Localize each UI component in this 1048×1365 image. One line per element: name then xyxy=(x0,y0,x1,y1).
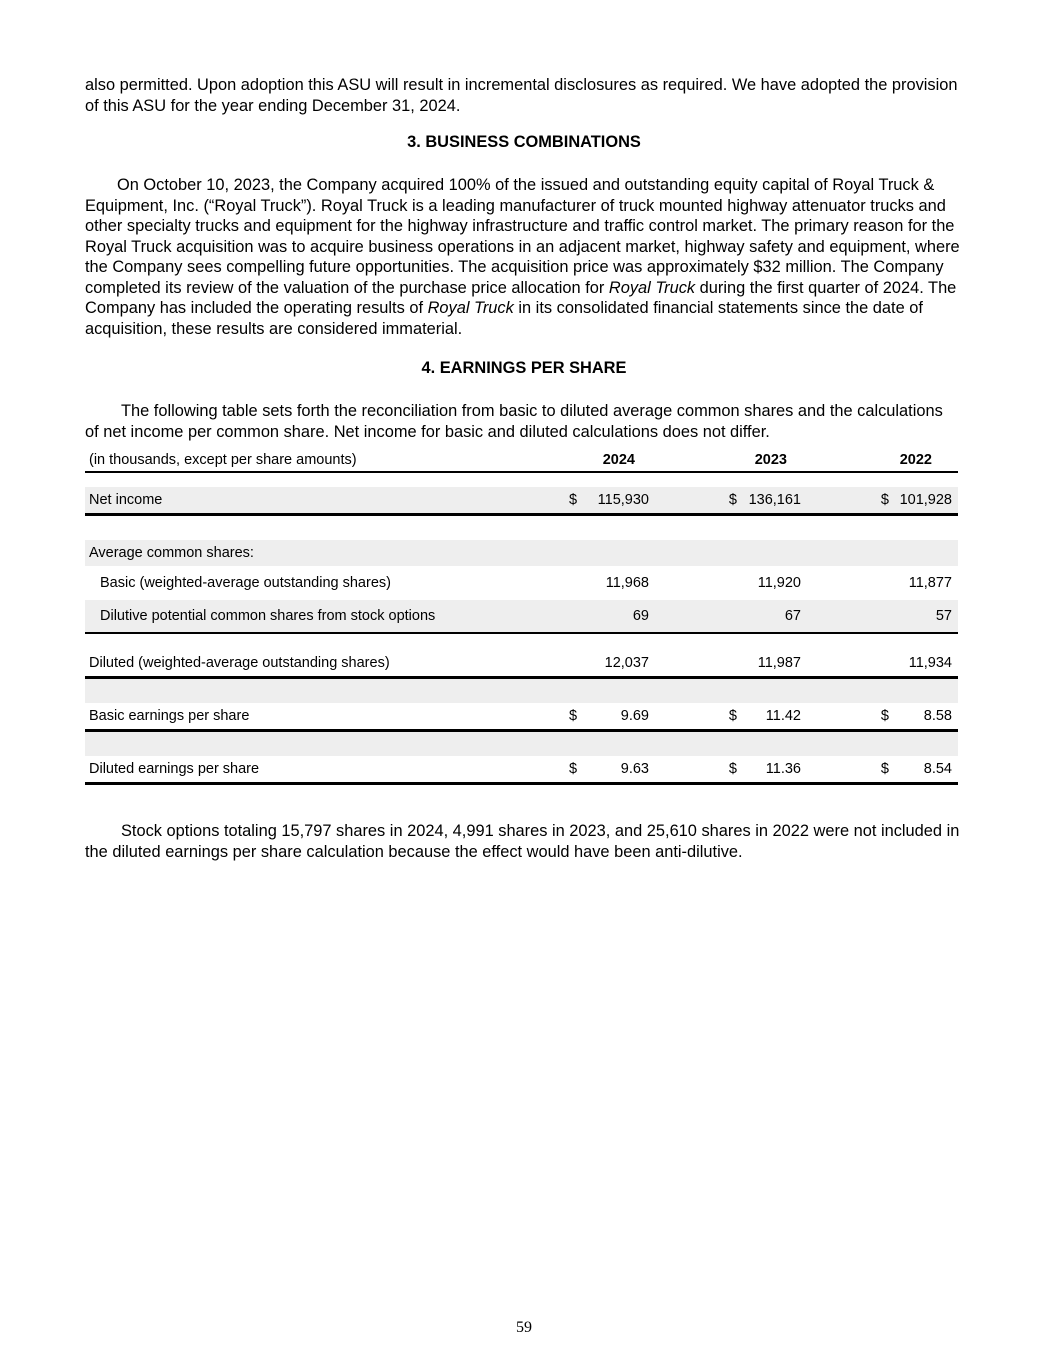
currency-symbol: $ xyxy=(565,487,585,515)
table-row-dilutive xyxy=(85,600,958,633)
currency-symbol: $ xyxy=(655,703,737,731)
eps-table xyxy=(85,450,958,785)
currency-symbol: $ xyxy=(807,756,889,784)
cell-value: 11.36 xyxy=(737,756,807,784)
row-label: Basic (weighted-average outstanding shares) xyxy=(100,575,391,591)
intro-paragraph: also permitted. Upon adoption this ASU will result in incremental disclosures as required. We have adopted the provision of this ASU for the year ending December 31, 2024. xyxy=(85,76,958,115)
currency-symbol: $ xyxy=(655,487,737,515)
paragraph-text: Stock options totaling 15,797 shares in 2024, 4,991 shares in 2023, and 25,610 shares in 2022 were not included in the diluted earnings per share calculation because the effect would have been anti-dilutive. xyxy=(85,822,960,861)
cell-value: 8.54 xyxy=(889,756,958,784)
cell-value: 11,934 xyxy=(889,650,958,678)
row-label: Dilutive potential common shares from stock options xyxy=(85,600,565,633)
cell-value: 57 xyxy=(889,600,958,633)
table-row-diluted-shares xyxy=(85,650,958,678)
company-name-italic: Royal Truck xyxy=(608,278,696,297)
row-label: Diluted earnings per share xyxy=(85,756,565,784)
cell-value: 12,037 xyxy=(585,650,655,678)
cell-value: 9.63 xyxy=(585,756,655,784)
cell-value: 9.69 xyxy=(585,703,655,731)
row-label: Basic earnings per share xyxy=(85,703,565,731)
cell-value: 136,161 xyxy=(737,487,807,515)
cell-value: 8.58 xyxy=(889,703,958,731)
currency-symbol: $ xyxy=(565,703,585,731)
section-4-intro xyxy=(85,401,960,442)
cell-value: 11,987 xyxy=(737,650,807,678)
paragraph-text: in its consolidated financial statements since the date of acquisition, these results are considered immaterial. xyxy=(85,299,923,338)
cell-value: 115,930 xyxy=(585,487,655,515)
paragraph-text: On October 10, 2023, the Company acquired 100% of the issued and outstanding equity capital of Royal Truck & Equipment, Inc. (“Royal Truck”). Royal Truck is a leading manufacturer of truck mounted highway attenuator trucks and other specialty trucks and equipment for the highway infrastructure and traffic control market. The primary reason for the Royal Truck acquisition was to acquire business operations in an adjacent market, highway safety and equipment, where the Company sees compelling future opportunities. The acquisition price was approximately $32 million. The Company completed its review of the valuation of the purchase price allocation for xyxy=(85,176,960,297)
table-row-basic-shares xyxy=(85,566,958,600)
row-label: Diluted (weighted-average outstanding shares) xyxy=(85,650,565,678)
cell-value: 101,928 xyxy=(889,487,958,515)
cell-value: 67 xyxy=(737,600,807,633)
cell-value: 11,877 xyxy=(908,575,952,591)
year-header: 2024 xyxy=(585,450,655,472)
table-row-diluted-eps xyxy=(85,756,958,784)
table-row-net-income xyxy=(85,487,958,515)
cell-value: 11,968 xyxy=(605,575,649,591)
footnote-paragraph xyxy=(85,821,960,862)
cell-value: 11.42 xyxy=(737,703,807,731)
cell-value: 11,920 xyxy=(757,575,801,591)
year-header: 2023 xyxy=(737,450,807,472)
company-name-italic: Royal Truck xyxy=(427,299,514,317)
table-caption: (in thousands, except per share amounts) xyxy=(85,450,565,472)
currency-symbol: $ xyxy=(807,703,889,731)
paragraph-text: The following table sets forth the reconciliation from basic to diluted average common shares and the calculations of net income per common share. Net income for basic and diluted calculations does not differ. xyxy=(85,402,943,441)
row-label: Net income xyxy=(85,487,565,515)
cell-value: 69 xyxy=(585,600,655,633)
table-row-avg-shares-label xyxy=(85,540,958,566)
section-4-heading: 4. EARNINGS PER SHARE xyxy=(421,359,627,377)
currency-symbol: $ xyxy=(655,756,737,784)
currency-symbol: $ xyxy=(807,487,889,515)
currency-symbol: $ xyxy=(565,756,585,784)
row-label: Average common shares: xyxy=(85,540,958,566)
paragraph-text: during the first quarter of 2024. The Company has included the operating results of xyxy=(85,278,957,317)
table-header-row xyxy=(85,450,958,472)
year-header: 2022 xyxy=(889,450,958,472)
table-row-basic-eps xyxy=(85,703,958,731)
section-3-paragraph xyxy=(85,175,960,339)
section-3-heading: 3. BUSINESS COMBINATIONS xyxy=(407,133,641,151)
page-number: 59 xyxy=(516,1319,532,1336)
